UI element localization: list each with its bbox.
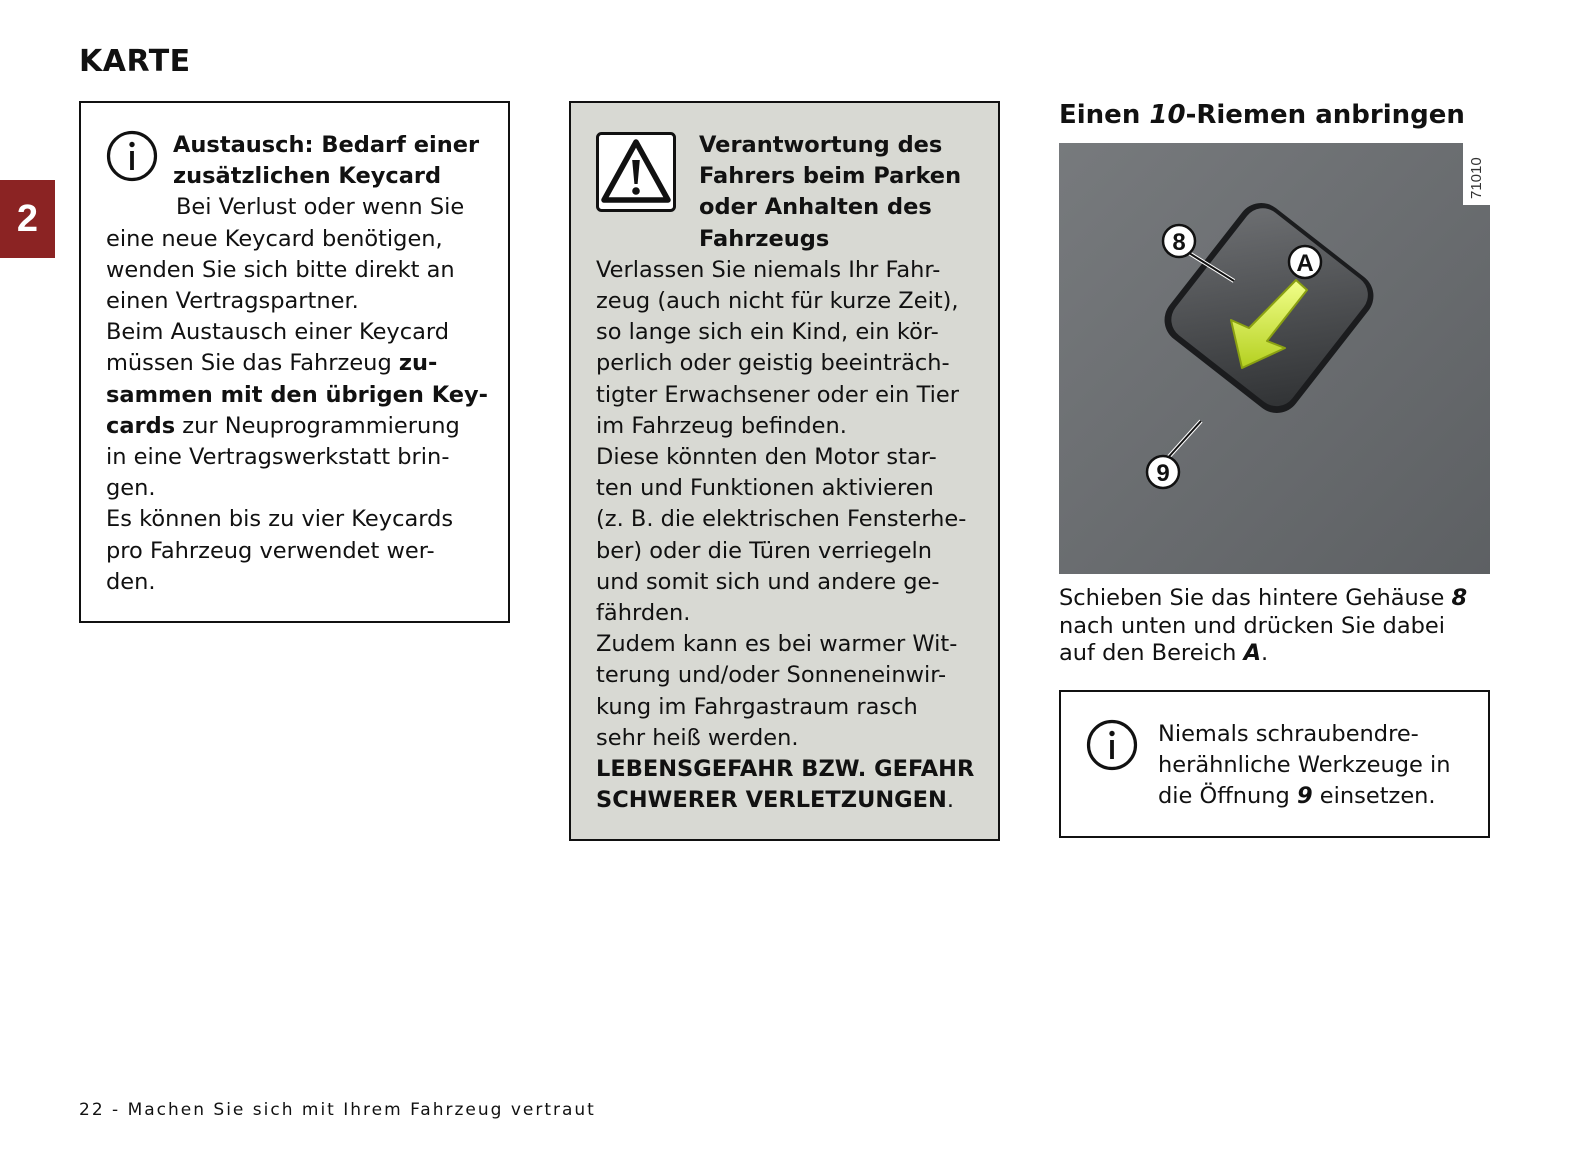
danger-line xyxy=(596,785,984,816)
info-icon xyxy=(106,130,158,182)
caption-ref: 8 xyxy=(1451,585,1468,611)
info-box-text xyxy=(1158,719,1451,813)
heading-line: Fahrers beim Parken xyxy=(699,163,962,190)
ref-number: 9 xyxy=(1296,783,1313,810)
caption-text: Schieben Sie das hintere Gehäuse xyxy=(1059,585,1452,611)
body-text: müssen Sie das Fahrzeug xyxy=(106,350,399,377)
body-line: zeug (auch nicht für kurze Zeit), xyxy=(596,288,959,315)
section-title: KARTE xyxy=(79,44,191,79)
body-line: Bei Verlust oder wenn Sie xyxy=(176,194,465,221)
body-text: einsetzen. xyxy=(1312,783,1436,810)
keycard-illustration xyxy=(1059,143,1490,574)
callout-label-9: 9 xyxy=(1156,460,1170,487)
callout-label-a: A xyxy=(1296,250,1314,277)
info-box-header xyxy=(106,130,488,192)
heading-line: Fahrzeugs xyxy=(699,225,830,252)
body-line: Beim Austausch einer Keycard xyxy=(106,319,450,346)
heading-line: oder Anhalten des xyxy=(699,194,932,221)
body-line: Es können bis zu vier Keycards xyxy=(106,506,454,533)
body-line: einen Vertragspartner. xyxy=(106,288,359,315)
caption-ref: A xyxy=(1243,640,1261,666)
emphasis-line: sammen mit den übrigen Key- xyxy=(106,381,488,408)
body-line: ber) oder die Türen verriegeln xyxy=(596,537,933,564)
strap-attach-title xyxy=(1059,100,1465,130)
chapter-tab[interactable]: 2 xyxy=(0,180,55,258)
body-line xyxy=(1158,781,1451,812)
title-text: -Riemen anbringen xyxy=(1185,100,1465,130)
body-line: ten und Funktionen aktivieren xyxy=(596,475,934,502)
caption-text: auf den Bereich xyxy=(1059,640,1244,666)
caption-line: nach unten und drücken Sie dabei xyxy=(1059,612,1446,639)
info-box-no-screwdriver xyxy=(1059,690,1490,838)
body-line: wenden Sie sich bitte direkt an xyxy=(106,256,455,283)
caption-text: . xyxy=(1261,640,1269,666)
warning-box-header xyxy=(596,130,984,255)
body-line: eine neue Keycard benötigen, xyxy=(106,225,443,252)
body-line: herähnliche Werkzeuge in xyxy=(1158,752,1451,779)
callout-label-8: 8 xyxy=(1172,229,1186,256)
body-text: zur Neuprogrammierung xyxy=(175,412,460,439)
warning-triangle-icon xyxy=(596,132,676,212)
heading-line: zusätzlichen Keycard xyxy=(173,163,442,190)
body-line: so lange sich ein Kind, ein kör- xyxy=(596,319,939,346)
body-line: den. xyxy=(106,568,156,595)
warning-box-heading xyxy=(699,130,961,255)
heading-line: Verantwortung des xyxy=(699,132,943,158)
warning-box-parking-responsibility xyxy=(569,101,1000,841)
body-line: Zudem kann es bei warmer Wit- xyxy=(596,631,958,658)
title-text: Einen xyxy=(1059,100,1150,130)
body-line: Diese könnten den Motor star- xyxy=(596,444,937,471)
body-line: im Fahrzeug befinden. xyxy=(596,412,847,439)
body-line: Verlassen Sie niemals Ihr Fahr- xyxy=(596,256,941,283)
info-box-keycard-replacement xyxy=(79,101,510,623)
danger-line: LEBENSGEFAHR BZW. GEFAHR xyxy=(596,756,975,783)
body-text: die Öffnung xyxy=(1158,783,1297,810)
caption-line xyxy=(1059,640,1490,668)
body-line: in eine Vertragswerkstatt brin- xyxy=(106,444,450,471)
caption-line xyxy=(1059,585,1490,613)
figure-caption xyxy=(1059,585,1490,668)
danger-text: SCHWERER VERLETZUNGEN xyxy=(596,787,947,814)
page-footer: 22 - Machen Sie sich mit Ihrem Fahrzeug vertraut xyxy=(79,1100,596,1120)
info-box-header xyxy=(1086,719,1474,813)
figure-code: 71010 xyxy=(1468,157,1485,199)
body-line: fährden. xyxy=(596,600,691,627)
body-line: (z. B. die elektrischen Fensterhe- xyxy=(596,506,967,533)
body-line: gen. xyxy=(106,475,156,502)
body-line: terung und/oder Sonneneinwir- xyxy=(596,662,947,689)
body-line: und somit sich und andere ge- xyxy=(596,568,940,595)
body-line: Niemals schraubendre- xyxy=(1158,721,1419,747)
body-line: kung im Fahrgastraum rasch xyxy=(596,693,918,720)
danger-end: . xyxy=(946,787,954,814)
info-box-heading xyxy=(173,130,479,192)
body-line: tigter Erwachsener oder ein Tier xyxy=(596,381,959,408)
heading-line: Austausch: Bedarf einer xyxy=(173,132,480,158)
info-icon xyxy=(1086,719,1138,771)
body-line xyxy=(106,348,488,379)
body-line: perlich oder geistig beeinträch- xyxy=(596,350,950,377)
emphasis-text: cards xyxy=(106,412,176,439)
emphasis-text: zu- xyxy=(398,350,438,377)
body-line: sehr heiß werden. xyxy=(596,724,799,751)
body-line: pro Fahrzeug verwendet wer- xyxy=(106,537,435,564)
title-ref-number: 10 xyxy=(1149,100,1186,130)
body-line xyxy=(106,411,488,442)
